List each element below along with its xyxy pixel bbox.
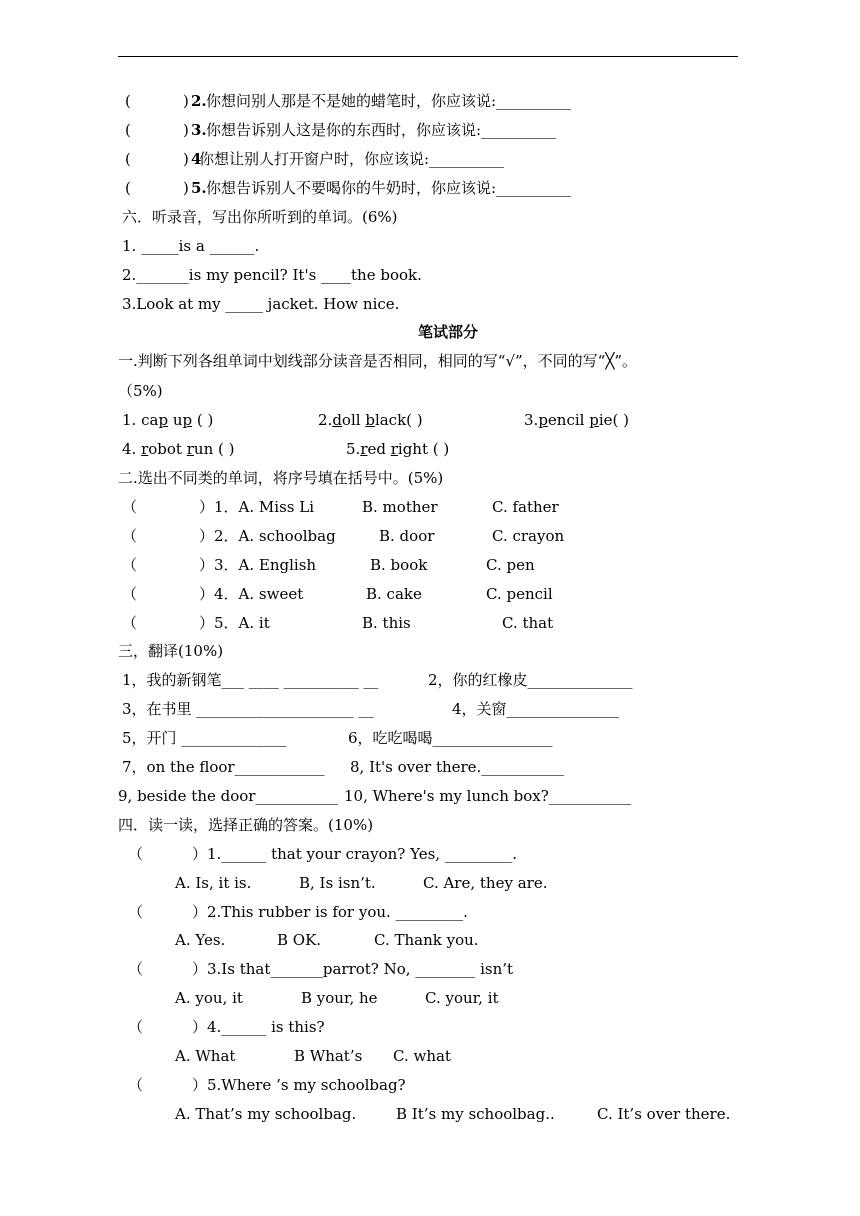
- text-sec1-i4c: obot: [148, 440, 187, 458]
- text-listen-q2-paren: (: [125, 92, 131, 110]
- text-sec2-rows-3-p: （: [122, 585, 138, 603]
- text-sec3-t6: 6，吃吃喝喝________________: [348, 729, 553, 747]
- text-sec4-q1-a: A. Is, it is.: [175, 874, 252, 892]
- text-listen-q2-text: 你想问别人那是不是她的蜡笔时，你应该说:__________: [206, 92, 572, 110]
- pron-item-2: [318, 410, 423, 430]
- text-sec1-i3b: p: [538, 411, 548, 429]
- pron-item-4: [122, 439, 234, 459]
- text-sec4-title: 四．读一读，选择正确的答案。(10%): [118, 816, 374, 834]
- text-sec4-q5-b: B It’s my schoolbag..: [396, 1105, 555, 1123]
- text-sec3-t5: 5，开门 ______________: [122, 729, 287, 747]
- text-sec1-i5c: ed: [367, 440, 391, 458]
- text-sec1-title: 一.判断下列各组单词中划线部分读音是否相同，相同的写“√”，不同的写“╳”。: [118, 352, 638, 370]
- text-sec1-i2c: oll: [341, 411, 366, 429]
- text-sec2-rows-4-p: （: [122, 614, 138, 632]
- text-sec1-i1d: p: [182, 411, 193, 429]
- text-sec3-t10: 10, Where's my lunch box?___________: [344, 787, 632, 805]
- text-listen-s6_2: 2._______is my pencil? It's ____the book.: [122, 266, 422, 284]
- text-sec4-q3-a: A. you, it: [175, 989, 243, 1007]
- text-listen-q5-text: 你想告诉别人不要喝你的牛奶时，你应该说:__________: [206, 179, 572, 197]
- text-sec2-rows-1-d: C. crayon: [492, 527, 565, 545]
- text-written_title: 笔试部分: [418, 323, 479, 341]
- text-sec2-rows-0-d: C. father: [492, 498, 559, 516]
- text-sec2-rows-2-p: （: [122, 556, 138, 574]
- text-listen-q4-text: 你想让别人打开窗户时，你应该说:__________: [199, 150, 505, 168]
- text-sec2-title: 二.选出不同类的单词，将序号填在括号中。(5%): [118, 469, 444, 487]
- pron-item-3: [524, 410, 629, 430]
- text-listen-sec6_title: 六．听录音，写出你所听到的单词。(6%): [122, 208, 398, 226]
- text-sec4-q4-c: C. what: [393, 1047, 451, 1065]
- text-listen-q3-paren: (: [125, 121, 131, 139]
- text-sec4-q2-q: ）2.This rubber is for you. _________.: [192, 903, 468, 921]
- text-sec1-i5b: r: [360, 440, 368, 458]
- text-listen-q5-paren: (: [125, 179, 131, 197]
- text-sec2-rows-0-p: （: [122, 498, 138, 516]
- text-sec1-i2b: d: [332, 411, 342, 429]
- text-sec1-i3a: 3.: [524, 411, 539, 429]
- text-sec4-q4-q: ）4.______ is this?: [192, 1018, 325, 1036]
- text-sec1-i1c: u: [168, 411, 183, 429]
- text-sec4-q3-b: B your, he: [301, 989, 378, 1007]
- text-sec1-i1e: ( ): [192, 411, 214, 429]
- text-sec3-t9: 9, beside the door___________: [118, 787, 338, 805]
- text-sec1-i3e: ie( ): [598, 411, 629, 429]
- text-sec3-t1: 1，我的新钢笔___ ____ __________ __: [122, 671, 379, 689]
- text-sec1-i3c: encil: [547, 411, 590, 429]
- text-sec4-q5-c: C. It’s over there.: [597, 1105, 731, 1123]
- text-sec1-title2: （5%): [118, 382, 163, 400]
- text-sec4-q1-c: C. Are, they are.: [423, 874, 548, 892]
- text-sec4-q1-p: （: [128, 845, 144, 863]
- text-sec2-rows-2-d: C. pen: [486, 556, 535, 574]
- text-sec1-i3d: p: [589, 411, 599, 429]
- text-sec4-q4-a: A. What: [175, 1047, 236, 1065]
- text-listen-q4-close: ): [183, 150, 189, 168]
- text-listen-q4-paren: (: [125, 150, 131, 168]
- text-sec1-i1b: p: [158, 411, 169, 429]
- text-sec4-q5-a: A. That’s my schoolbag.: [175, 1105, 357, 1123]
- text-sec2-rows-3-d: C. pencil: [486, 585, 553, 603]
- text-sec4-q1-b: B, Is isn’t.: [299, 874, 376, 892]
- text-sec4-q2-b: B OK.: [277, 931, 322, 949]
- text-sec2-rows-2-b: B. book: [370, 556, 428, 574]
- text-sec2-rows-1-p: （: [122, 527, 138, 545]
- text-sec4-q3-p: （: [128, 960, 144, 978]
- text-sec4-q4-b: B What’s: [294, 1047, 363, 1065]
- text-sec1-i4a: 4.: [122, 440, 142, 458]
- pron-item-5: [346, 439, 449, 459]
- text-sec1-i4b: r: [141, 440, 149, 458]
- text-sec2-rows-1-b: B. door: [379, 527, 435, 545]
- text-sec3-title: 三，翻译(10%): [118, 642, 224, 660]
- text-listen-q3-text: 你想告诉别人这是你的东西时，你应该说:__________: [206, 121, 557, 139]
- text-listen-q2-num: 2.: [191, 92, 207, 110]
- text-sec4-q5-q: ）5.Where ’s my schoolbag?: [192, 1076, 406, 1094]
- text-sec4-q3-q: ）3.Is that_______parrot? No, ________ isn’t: [192, 960, 514, 978]
- text-sec2-rows-3-b: B. cake: [366, 585, 422, 603]
- text-sec4-q3-c: C. your, it: [425, 989, 499, 1007]
- text-sec1-i2d: b: [365, 411, 375, 429]
- text-sec2-rows-3-c: ）4．A. sweet: [199, 585, 304, 603]
- text-sec4-q1-q: ）1.______ that your crayon? Yes, _________.: [192, 845, 518, 863]
- text-listen-q4-num: 4: [191, 150, 202, 168]
- text-sec2-rows-0-b: B. mother: [362, 498, 438, 516]
- text-listen-q3-close: ): [183, 121, 189, 139]
- text-sec1-i5d: r: [390, 440, 398, 458]
- text-sec1-i5e: ight ( ): [397, 440, 450, 458]
- text-sec3-t4: 4，关窗_______________: [452, 700, 620, 718]
- text-sec1-i1a: 1. ca: [122, 411, 159, 429]
- text-sec1-i2a: 2.: [318, 411, 333, 429]
- text-sec1-i4d: r: [186, 440, 194, 458]
- text-sec3-t8: 8, It's over there.___________: [350, 758, 564, 776]
- text-listen-q2-close: ): [183, 92, 189, 110]
- text-sec1-i5a: 5.: [346, 440, 361, 458]
- text-sec1-i4e: un ( ): [193, 440, 235, 458]
- header-rule: [118, 56, 738, 57]
- text-sec4-q5-p: （: [128, 1076, 144, 1094]
- text-sec4-q2-a: A. Yes.: [175, 931, 226, 949]
- text-listen-s6_1: 1. _____is a ______.: [122, 237, 260, 255]
- text-listen-q3-num: 3.: [191, 121, 207, 139]
- text-sec2-rows-1-c: ）2．A. schoolbag: [199, 527, 336, 545]
- text-listen-s6_3: 3.Look at my _____ jacket. How nice.: [122, 295, 400, 313]
- text-sec4-q4-p: （: [128, 1018, 144, 1036]
- text-sec2-rows-4-b: B. this: [362, 614, 411, 632]
- text-listen-q5-num: 5.: [191, 179, 207, 197]
- text-sec3-t3: 3，在书里 _____________________ __: [122, 700, 374, 718]
- text-sec2-rows-0-c: ）1．A. Miss Li: [199, 498, 314, 516]
- text-sec2-rows-2-c: ）3．A. English: [199, 556, 317, 574]
- text-sec2-rows-4-c: ）5．A. it: [199, 614, 270, 632]
- text-listen-q5-close: ): [183, 179, 189, 197]
- pron-item-1: [122, 410, 213, 430]
- text-sec3-t2: 2，你的红橡皮______________: [428, 671, 633, 689]
- text-sec2-rows-4-d: C. that: [502, 614, 554, 632]
- text-sec4-q2-c: C. Thank you.: [374, 931, 479, 949]
- text-sec1-i2e: lack( ): [374, 411, 423, 429]
- text-sec3-t7: 7，on the floor____________: [122, 758, 325, 776]
- text-sec4-q2-p: （: [128, 903, 144, 921]
